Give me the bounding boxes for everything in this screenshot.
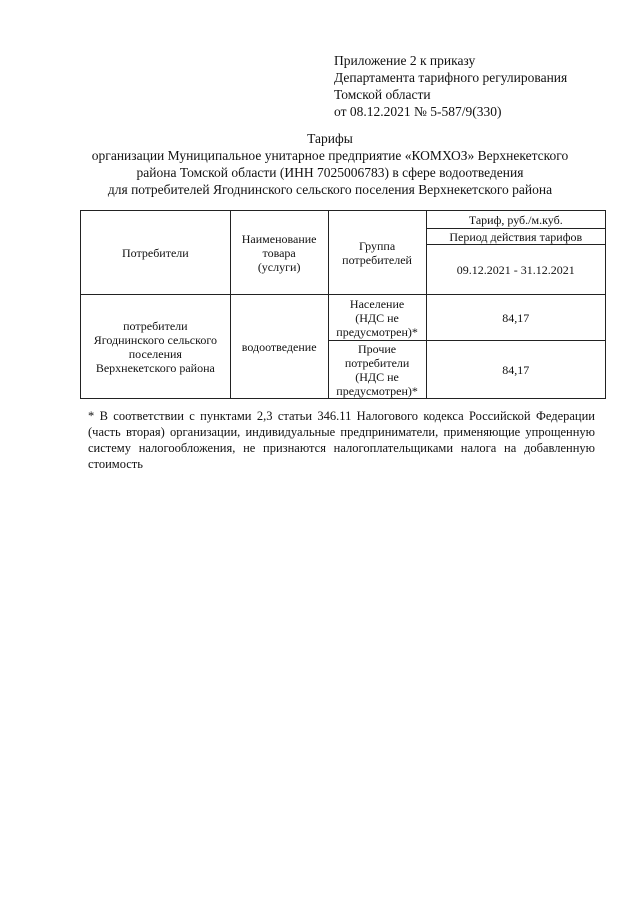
cell-tariff-value: 84,17 [426,341,605,399]
appendix-line: Приложение 2 к приказу [334,53,476,68]
appendix-reference [334,52,567,120]
appendix-line: Томской области [334,87,431,102]
tariff-table [80,210,606,399]
cell-consumers: потребители Ягоднинского сельского поселения Верхнекетского района [81,295,231,399]
header-period: Период действия тарифов [426,229,605,245]
document-title: Тарифы [307,131,353,146]
header-tariff: Тариф, руб./м.куб. [426,211,605,229]
cell-service: водоотведение [230,295,328,399]
cell-tariff-value: 84,17 [426,295,605,341]
heading-line: для потребителей Ягоднинского сельского поселения Верхнекетского района [107,182,553,197]
appendix-line: Департамента тарифного регулирования [334,70,568,85]
heading-line: района Томской области (ИНН 7025006783) в сфере водоотведения [136,165,524,180]
footnote: * В соответствии с пунктами 2,3 статьи 346.11 Налогового кодекса Российской Федерации (часть вторая) организации, индивидуальные предприниматели, применяющие упрощенную систему налогообложения, не признаются налогоплательщиками налога на добавленную стоимость [88,409,595,471]
heading-line: организации Муниципальное унитарное предприятие «КОМХОЗ» Верхнекетского [91,148,569,163]
cell-group: Прочие потребители (НДС не предусмотрен)* [328,341,426,399]
cell-group: Население (НДС не предусмотрен)* [328,295,426,341]
header-goods: Наименование товара (услуги) [230,211,328,295]
header-consumer-group: Группа потребителей [328,211,426,295]
document-heading [60,130,600,198]
header-consumers: Потребители [81,211,231,295]
table-row [81,295,606,341]
appendix-line: от 08.12.2021 № 5-587/9(330) [334,104,502,119]
table-header-row [81,211,606,229]
header-period-dates: 09.12.2021 - 31.12.2021 [426,245,605,295]
